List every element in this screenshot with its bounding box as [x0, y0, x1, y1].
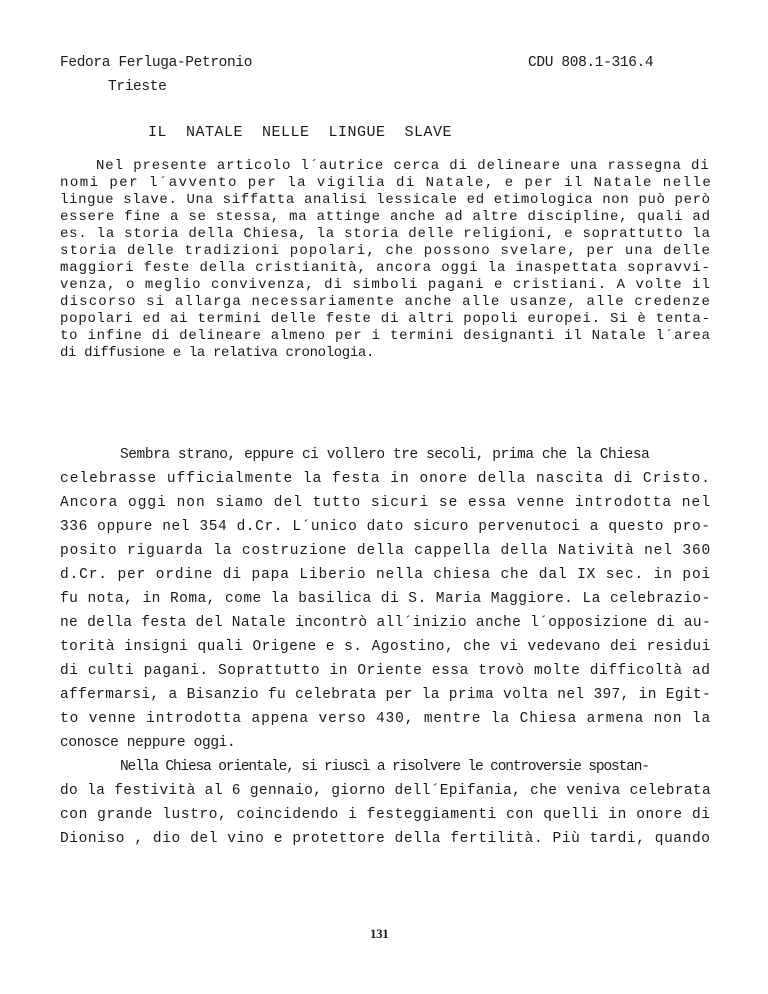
body-line: d.Cr. per ordine di papa Liberio nella chiesa che dal IX sec. in poi: [60, 567, 712, 583]
body-line: do la festività al 6 gennaio, giorno dell´Epifania, che veniva celebrata: [60, 783, 711, 799]
body-line: 336 oppure nel 354 d.Cr. L´unico dato sicuro pervenutoci a questo pro-: [60, 519, 711, 535]
body-line: Sembra strano, eppure ci vollero tre secoli, prima che la Chiesa: [120, 447, 650, 463]
abstract-line: di diffusione e la relativa cronologia.: [60, 345, 375, 361]
abstract-line: venza, o meglio convivenza, di simboli pagani e cristiani. A volte il: [60, 277, 711, 293]
body-line: di culti pagani. Soprattutto in Oriente essa trovò molte difficoltà ad: [60, 663, 711, 679]
abstract-line: maggiori feste della cristianità, ancora oggi la inaspettata sopravvi-: [60, 260, 711, 276]
body-line: to venne introdotta appena verso 430, mentre la Chiesa armena non la: [60, 711, 712, 727]
body-line: affermarsi, a Bisanzio fu celebrata per la prima volta nel 397, in Egit-: [60, 687, 711, 703]
header-cdu: CDU 808.1-316.4: [528, 55, 654, 71]
abstract-line: essere fine a se stessa, ma attinge anche ad altre discipline, quali ad: [60, 209, 711, 225]
body-line: ne della festa del Natale incontrò all´inizio anche l´opposizione di au-: [60, 615, 711, 631]
body-line: torità insigni quali Origene e s. Agostino, che vi vedevano dei residui: [60, 639, 711, 655]
abstract-line: lingue slave. Una siffatta analisi lessicale ed etimologica non può però: [60, 192, 711, 208]
abstract-line: storia delle tradizioni popolari, che possono svelare, per una delle: [60, 243, 712, 259]
page-number: 131: [370, 926, 389, 941]
body-line: Nella Chiesa orientale, si riuscì a risolvere le controversie spostan-: [120, 759, 649, 775]
abstract-line: to infine di delineare almeno per i termini designanti il Natale l´area: [60, 328, 711, 344]
body-line: celebrasse ufficialmente la festa in onore della nascita di Cristo.: [60, 471, 711, 487]
abstract-line: popolari ed ai termini delle feste di altri popoli europei. Si è tenta-: [60, 311, 711, 327]
abstract-line: es. la storia della Chiesa, la storia delle religioni, e soprattutto la: [60, 226, 711, 242]
body-line: Ancora oggi non siamo del tutto sicuri se essa venne introdotta nel: [60, 495, 711, 511]
abstract-line: discorso si allarga necessariamente anche alle usanze, alle credenze: [60, 294, 712, 310]
body-line: fu nota, in Roma, come la basilica di S. Maria Maggiore. La celebrazio-: [60, 591, 711, 607]
article-title: IL NATALE NELLE LINGUE SLAVE: [148, 124, 453, 141]
header-place: Trieste: [108, 79, 167, 95]
body-line: posito riguarda la costruzione della cappella della Natività nel 360: [60, 543, 712, 559]
body-line: con grande lustro, coincidendo i festeggiamenti con quelli in onore di: [60, 807, 711, 823]
body-line: conosce neppure oggi.: [60, 735, 236, 751]
body-line: Dioniso , dio del vino e protettore della fertilità. Più tardi, quando: [60, 831, 711, 847]
abstract-line: nomi per l´avvento per la vigilia di Natale, e per il Natale nelle: [60, 175, 713, 191]
header-author: Fedora Ferluga-Petronio: [60, 55, 253, 71]
abstract-line: Nel presente articolo l´autrice cerca di delineare una rassegna di: [96, 158, 710, 174]
